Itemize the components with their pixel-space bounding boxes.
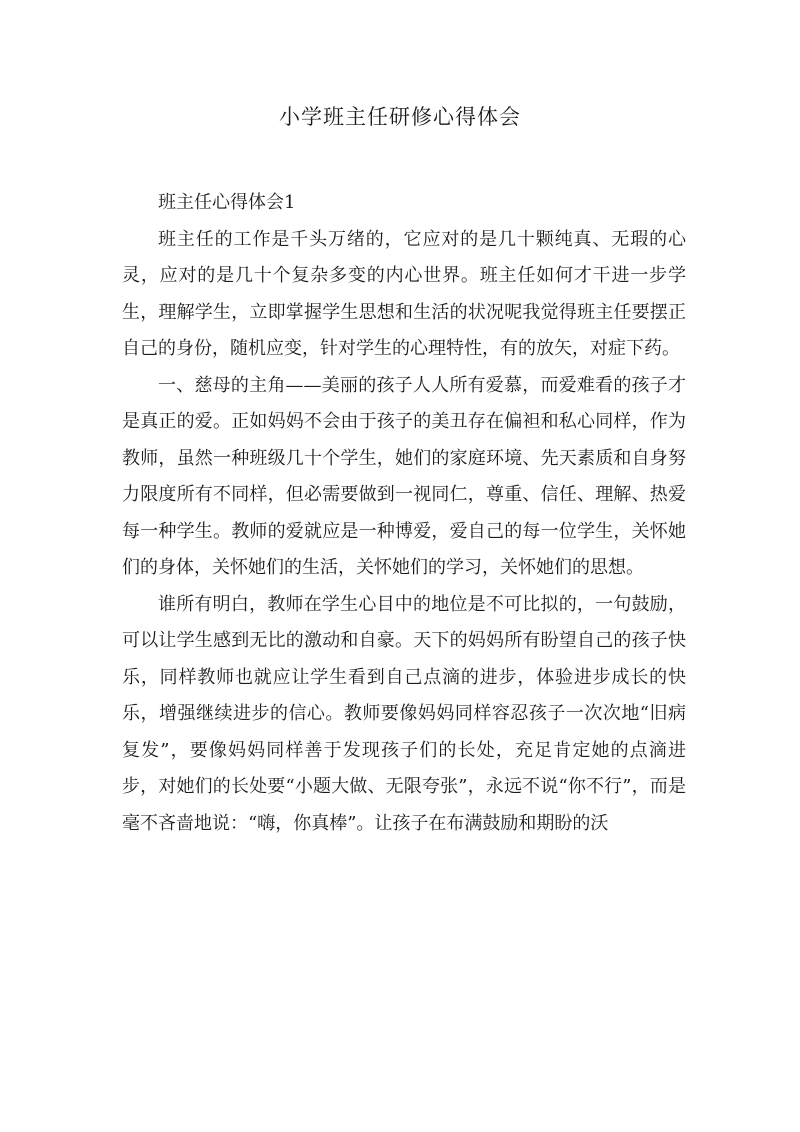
paragraph-intro: 班主任的工作是千头万绪的，它应对的是几十颗纯真、无瑕的心灵，应对的是几十个复杂多变的内心世界。班主任如何才干进一步学生，理解学生，立即掌握学生思想和生活的状况呢我觉得班主任要摆正自己的身份，随机应变，针对学生的心理特性，有的放矢，对症下药。	[122, 228, 686, 359]
document-body	[122, 185, 686, 842]
section-subtitle: 班主任心得体会1	[158, 192, 296, 213]
paragraph-mother-role: 一、慈母的主角——美丽的孩子人人所有爱慕，而爱难看的孩子才是真正的爱。正如妈妈不会由于孩子的美丑存在偏袒和私心同样，作为教师，虽然一种班级几十个学生，她们的家庭环境、先天素质和自身努力限度所有不同样，但必需要做到一视同仁，尊重、信任、理解、热爱每一种学生。教师的爱就应是一种博爱，爱自己的每一位学生，关怀她们的身体，关怀她们的生活，关怀她们的学习，关怀她们的思想。	[122, 374, 686, 578]
paragraph-encouragement: 谁所有明白，教师在学生心目中的地位是不可比拟的，一句鼓励，可以让学生感到无比的激动和自豪。天下的妈妈所有盼望自己的孩子快乐，同样教师也就应让学生看到自己点滴的进步，体验进步成长的快乐，增强继续进步的信心。教师要像妈妈同样容忍孩子一次次地“旧病复发”，要像妈妈同样善于发现孩子们的长处，充足肯定她的点滴进步，对她们的长处要“小题大做、无限夸张”，永远不说“你不行”，而是毫不吝啬地说：“嗨，你真棒”。让孩子在布满鼓励和期盼的沃	[122, 593, 686, 834]
document-title: 小学班主任研修心得体会	[279, 105, 521, 129]
